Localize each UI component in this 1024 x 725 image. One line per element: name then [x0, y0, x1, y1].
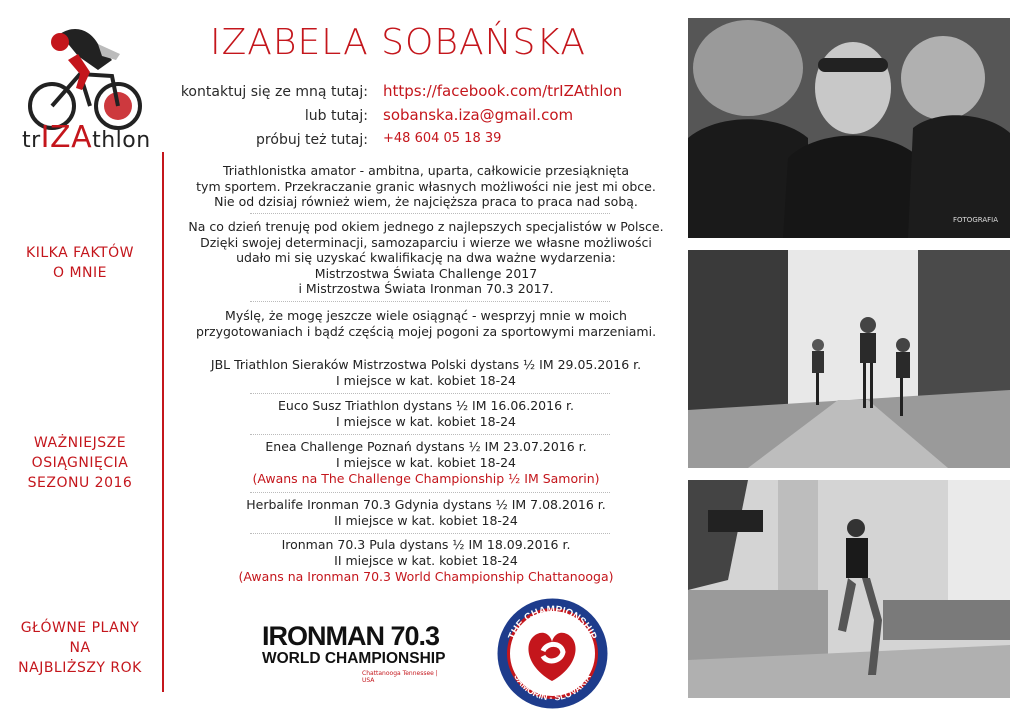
challenge-championship-logo — [495, 596, 610, 711]
achievement-item: Ironman 70.3 Pula dystans ½ IM 18.09.2016 r. II miejsce w kat. kobiet 18-24 (Awans na Ironman 70.3 World Championship Chattanooga) — [238, 537, 614, 584]
dotted-divider — [250, 492, 610, 493]
page-title: IZABELA SOBAŃSKA — [210, 22, 586, 63]
dotted-divider — [250, 213, 610, 214]
dotted-divider — [250, 533, 610, 534]
logo-wordmark: trIZAthlon — [22, 120, 151, 155]
section-heading-achievements: WAŻNIEJSZE OSIĄGNIĘCIA SEZONU 2016 — [27, 435, 133, 491]
intro-paragraph-2: Na co dzień trenuję pod okiem jednego z najlepszych specjalistów w Polsce. Dzięki swojej determinacji, samozaparciu i wierze we własne możliwości udało mi się uzyskać kwalifikację na dwa ważne wydarzenia: Mistrzostwa Świata Challenge 2017 i Mistrzostwa Świata Ironman 70.3 2017. — [188, 219, 664, 296]
section-heading-plans: GŁÓWNE PLANY NA NAJBLIŻSZY ROK — [18, 620, 142, 676]
phone-link[interactable]: +48 604 05 18 39 — [383, 131, 502, 146]
dotted-divider — [250, 434, 610, 435]
achievement-item: Herbalife Ironman 70.3 Gdynia dystans ½ IM 7.08.2016 r. II miejsce w kat. kobiet 18-24 — [246, 497, 606, 528]
dotted-divider — [250, 393, 610, 394]
dotted-divider — [250, 301, 610, 302]
svg-text:FOTOGRAFIA: FOTOGRAFIA — [953, 216, 998, 224]
photo-triathletes-wetsuits — [688, 18, 1010, 238]
photo-cyclists-race — [688, 250, 1010, 468]
intro-paragraph-3: Myślę, że mogę jeszcze wiele osiągnąć - wesprzyj mnie w moich przygotowaniach i bądź częścią mojej pogoni za sportowymi marzeniami. — [195, 308, 657, 339]
ironman-70-3-logo: IRONMAN 70.3 WORLD CHAMPIONSHIP Chattanooga Tennessee | USA — [262, 621, 446, 684]
achievement-item: Euco Susz Triathlon dystans ½ IM 16.06.2016 r. I miejsce w kat. kobiet 18-24 — [278, 398, 574, 429]
facebook-link[interactable]: https://facebook.com/trIZAthlon — [383, 82, 623, 100]
achievement-item: JBL Triathlon Sieraków Mistrzostwa Polski dystans ½ IM 29.05.2016 r. I miejsce w kat. kobiet 18-24 — [210, 357, 642, 388]
section-heading-facts: KILKA FAKTÓW O MNIE — [26, 245, 134, 281]
contact-label-facebook: kontaktuj się ze mną tutaj: — [180, 84, 368, 100]
contact-label-phone: próbuj też tutaj: — [256, 132, 368, 148]
divider-line — [162, 152, 164, 692]
contact-label-email: lub tutaj: — [304, 108, 368, 124]
intro-paragraph-1: Triathlonistka amator - ambitna, uparta, całkowicie przesiąknięta tym sportem. Przekraczanie granic własnych możliwości nie jest mi obce. Nie od dzisiaj również wiem, że najcięższa praca to praca nad sobą. — [196, 163, 656, 209]
photo-runner-finish — [688, 480, 1010, 698]
email-link[interactable]: sobanska.iza@gmail.com — [383, 106, 574, 124]
achievement-item: Enea Challenge Poznań dystans ½ IM 23.07.2016 r. I miejsce w kat. kobiet 18-24 (Awans na The Challenge Championship ½ IM Samorin) — [252, 439, 600, 486]
svg-text:SAMORIN - SLOVAKIA: SAMORIN - SLOVAKIA — [512, 671, 593, 703]
svg-text:THE CHAMPIONSHIP: THE CHAMPIONSHIP — [506, 604, 599, 642]
